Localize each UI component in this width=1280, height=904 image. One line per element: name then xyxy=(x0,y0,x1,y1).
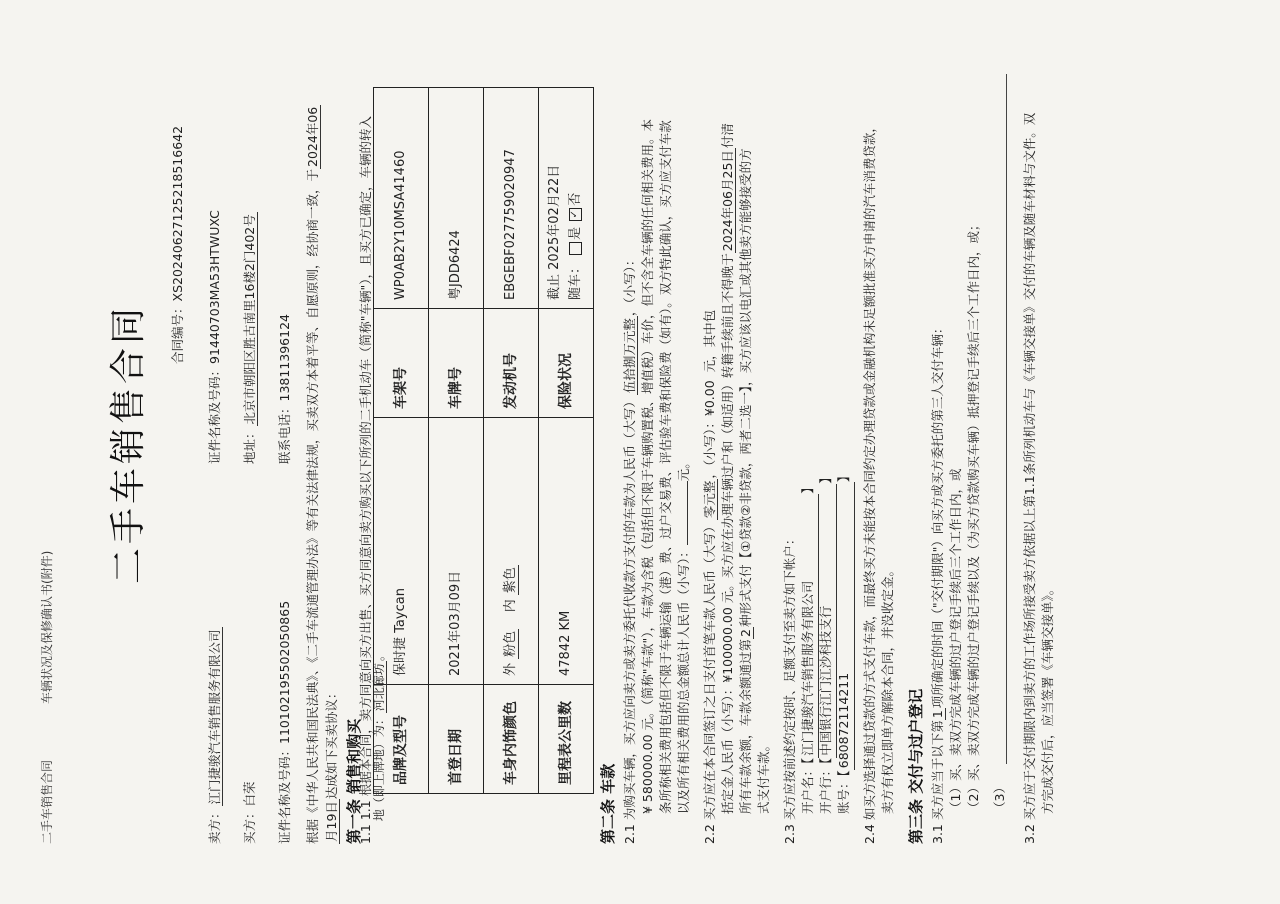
buyer-label: 买方： xyxy=(242,806,257,844)
option-yes-label: 是 xyxy=(568,226,583,240)
account-name-label: 开户名：【 xyxy=(800,757,815,814)
p2-2-pay: 付清 xyxy=(720,123,735,149)
p2-1-total-label: 以及所有相关费用的总金额总计人民币（小写）： xyxy=(676,545,691,814)
plate-label: 车牌号 xyxy=(429,309,484,418)
preamble-text: 根据《中华人民共和国民法典》、《二手车流通管理办法》等有关法律法规，买卖双方本着平等、自愿原则，经协商一致，于 xyxy=(305,168,320,844)
p3-1-line1 xyxy=(928,84,948,844)
preamble-date-b: 月19日 xyxy=(324,801,339,842)
p2-2-line4: 式支付车款。 xyxy=(756,738,771,814)
color-in-prefix: 内 xyxy=(502,599,518,613)
reg-place-label: 地（即上牌地）为： xyxy=(372,713,386,822)
checkbox-no[interactable]: ✓ xyxy=(569,208,582,221)
insurance-carry-label: 随车： xyxy=(568,260,583,300)
buyer-phone-label: 联系电话： xyxy=(277,401,292,464)
buyer-id-value: 110102195502050865 xyxy=(277,600,292,744)
seller-id-value: 91440703MA53HTWUXC xyxy=(207,210,222,364)
registration-place xyxy=(370,84,389,844)
p2-2-words: 零元整 xyxy=(702,480,717,519)
buyer-address-label: 地址： xyxy=(242,426,257,464)
table-row xyxy=(539,88,594,794)
p3-1-text-2: 项所确定的时间（"交付期限"）向买方或买方委托的第三人交付车辆： xyxy=(930,321,945,709)
insurance-value xyxy=(539,88,594,309)
buyer-address-row xyxy=(240,212,260,464)
brand-value: 保时捷 Taycan xyxy=(374,418,429,685)
reg-date-label: 首登日期 xyxy=(429,685,484,794)
p2-2-line2 xyxy=(718,54,738,814)
p2-2-balance: 所有车款余额，车款余额通过第 xyxy=(738,638,753,814)
p3-2-line1: 3.2 买方应于交付期限内到卖方的工作场所接受卖方依据以上第1.1条所列机动车与《车辆交接单》交付的车辆及随车材料与文件。双 xyxy=(1022,112,1037,844)
seller-id-row xyxy=(205,210,225,464)
account-name-close: 】 xyxy=(800,481,815,494)
p2-2-line3 xyxy=(736,54,756,814)
p2-1-words: 伍拾捌万元整 xyxy=(622,318,637,394)
p2-2-tail: 元，其中包 xyxy=(702,309,717,373)
p2-1-total-end: 元。 xyxy=(676,456,691,482)
p2-4-line1: 2.4 如买方选择通过贷款的方式支付车款，而最终买方未能按本合同约定办理贷款或金融机构未足额批准买方申请的汽车消费贷款， xyxy=(862,120,877,844)
p3-2-line2: 方完成交付后，应当签署《车辆交接单》。 xyxy=(1040,582,1055,814)
article-2-heading: 第二条 车款 xyxy=(599,763,617,844)
p2-1-line2: ¥ 580000.00 元。（简称"车款"），车款为含税（包括但不限于车辆购置税、增值税）车价，但不含全车辆的任何相关费用。本 xyxy=(640,119,655,814)
p2-1-line3: 条所称相关费用包括但不限于车辆运输（港）费、过户交易费、评估验车费和保险费（如有）。双方特此确认，买方应支付车款 xyxy=(658,120,673,814)
table-row xyxy=(484,88,539,794)
contract-number-label: 合同编号： xyxy=(170,301,185,364)
p2-2-small: ，（小写）：¥0.00 xyxy=(702,380,717,479)
bank-label: 开户行：【 xyxy=(818,757,833,814)
reg-place-value: 河北廊坊 xyxy=(372,663,386,712)
p2-1-text: 2.1 为购买车辆，买方应向卖方或卖方委托代收款方支付的车款为人民币（大写） xyxy=(622,395,637,844)
account-name-value: 江门捷骏汽车销售服务有限公司 xyxy=(798,494,819,758)
color-in: 紫色 xyxy=(502,567,518,594)
engine-value: EBGEBF027759020947 xyxy=(484,88,539,309)
contract-number xyxy=(168,126,188,364)
brand-label: 品牌及型号 xyxy=(374,685,429,794)
reg-date-value: 2021年03月09日 xyxy=(429,418,484,685)
option-3-line xyxy=(1006,74,1007,764)
seller-id-label: 证件名称及号码： xyxy=(207,363,222,464)
preamble-text-2: 达成如下买卖协议： xyxy=(324,686,339,800)
buyer-phone-value: 13811396124 xyxy=(277,314,292,402)
preamble-date-a: 2024年06 xyxy=(305,106,320,167)
seller-value: 江门捷骏汽车销售服务有限公司 xyxy=(207,629,222,805)
p2-2-date: 2024年06月25日 xyxy=(720,150,735,252)
color-out: 粉色 xyxy=(502,630,518,657)
p3-1-option-3: （3） xyxy=(992,781,1007,814)
buyer-id-label: 证件名称及号码： xyxy=(277,743,292,844)
bank-value: 中国银行江门江沙科技支行 xyxy=(816,484,837,758)
header-left: 二手车销售合同 xyxy=(40,759,54,844)
buyer-row xyxy=(240,781,260,844)
article-1-heading: 第一条 销售和购买 xyxy=(345,718,363,844)
p2-1-total-blank xyxy=(687,481,688,545)
p2-3-line: 2.3 买方应按前述约定按时、足额支付至卖方如下帐户： xyxy=(782,532,797,844)
checkbox-yes[interactable] xyxy=(569,242,582,255)
mileage-label: 里程表公里数 xyxy=(539,685,594,794)
preamble-line-1 xyxy=(303,84,323,844)
insurance-carry xyxy=(566,96,587,300)
insurance-date: 截止 2025年02月22日 xyxy=(547,164,563,300)
article-3-heading: 第三条 交付与过户登记 xyxy=(907,688,925,844)
color-value xyxy=(484,418,539,685)
p2-2-method: 种形式支付【①贷款②非贷款，两者二选一】，买方应该以电汇或其他卖方能够接受的方 xyxy=(738,148,753,628)
insurance-label: 保险状况 xyxy=(539,309,594,418)
plate-value: 粤JDD6424 xyxy=(429,88,484,309)
p2-1-small: ，（小写）： xyxy=(622,253,637,317)
article-1-p1: 1.1 1.1 根据本合同，卖方同意向买方出售、买方同意向卖方购买以下所列的二手机动车（简称"车辆"），且买方已确定，车辆的转入 xyxy=(358,116,373,844)
p3-1-option: 1 xyxy=(930,710,945,719)
contract-number-value: XS20240627125218516642 xyxy=(170,125,185,302)
buyer-id-row xyxy=(275,601,295,844)
page-title: 二手车销售合同 xyxy=(108,303,149,584)
color-out-prefix: 外 xyxy=(502,662,518,676)
vehicle-table xyxy=(373,87,594,794)
p2-2-text: 2.2 买方应在本合同签订之日支付首笔车款人民币（大写） xyxy=(702,520,717,844)
account-number-close: 】 xyxy=(836,469,851,483)
p2-1-line4 xyxy=(674,54,694,814)
p2-2-line1 xyxy=(700,84,720,844)
table-row xyxy=(429,88,484,794)
buyer-address-value: 北京市朝阳区胜古南里16楼2门402号 xyxy=(242,214,257,425)
account-number-row xyxy=(834,54,855,814)
option-no-label: 否 xyxy=(568,192,583,206)
mileage-value: 47842 KM xyxy=(539,418,594,685)
bank-close: 】 xyxy=(818,471,833,484)
account-number-label: 账号：【 xyxy=(836,770,851,814)
p2-2-deposit: 括定金人民币（小写）：¥100000.00 元。买方应在办理车辆过户和（如适用）转籍手续前且不得晚于 xyxy=(720,253,735,814)
seller-row xyxy=(205,627,225,844)
vin-value: WP0AB2Y10MSA41460 xyxy=(374,88,429,309)
p2-4-line2: 卖方有权立即单方解除本合同，并没收定金。 xyxy=(880,563,895,814)
p2-2-option: 2 xyxy=(738,629,753,637)
seller-label: 卖方： xyxy=(207,806,222,844)
header-right: 车辆状况及保修确认书(附件) xyxy=(40,550,54,704)
reg-place-end: 。 xyxy=(372,649,386,662)
p3-1-option-1: （1）买、卖双方完成车辆的过户登记手续后三个工作日内，或 xyxy=(948,468,963,814)
color-label: 车身内饰颜色 xyxy=(484,685,539,794)
preamble-line-2 xyxy=(322,84,342,844)
account-number-value: 680872114211 xyxy=(834,482,855,770)
buyer-value: 白荣 xyxy=(242,781,257,807)
p3-1-option-2: （2）买、卖双方完成车辆的过户登记手续以及（为买方贷款购买车辆）抵押登记手续后三个工作日内，或； xyxy=(966,218,981,814)
buyer-phone-row xyxy=(275,314,295,464)
p3-1-text: 3.1 买方应当于以下第 xyxy=(930,720,945,844)
engine-label: 发动机号 xyxy=(484,309,539,418)
p2-1-line1 xyxy=(620,84,640,844)
vin-label: 车架号 xyxy=(374,309,429,418)
